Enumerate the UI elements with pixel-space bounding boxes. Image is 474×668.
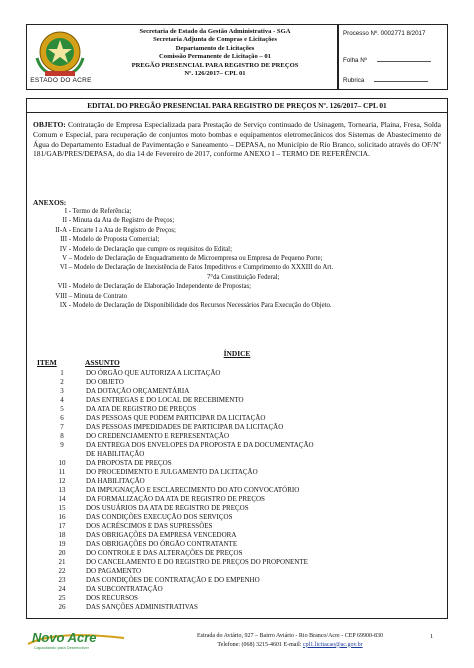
document-title: EDITAL DO PREGÃO PRESENCIAL PARA REGISTRO DE PREÇOS Nº. 126/2017– CPL 01 [26, 98, 448, 113]
novo-acre-logo [26, 628, 126, 655]
indice-item-number: 3 [60, 387, 64, 395]
footer-address [170, 632, 410, 649]
email-link[interactable]: cpl1.licitacao@ac.gov.br [302, 641, 363, 648]
indice-item-number: 7 [60, 423, 64, 431]
anexo-text: 7°da Constituição Federal; [207, 273, 280, 281]
indice-item-subject: DO CREDENCIAMENTO E REPRESENTAÇÃO [86, 432, 230, 440]
indice-item-subject: DAS SANÇÕES ADMINISTRATIVAS [86, 603, 198, 611]
indice-item-number: 2 [60, 378, 64, 386]
header-lines [95, 28, 335, 78]
indice-item-number: 23 [58, 576, 66, 584]
indice-item-subject: DAS OBRIGAÇÕES DA EMPRESA VENCEDORA [86, 531, 237, 539]
anexo-item [39, 255, 322, 263]
anexo-item [39, 208, 131, 216]
indice-item-number: 13 [58, 486, 66, 494]
anexo-number: III [60, 236, 67, 244]
objeto-label: OBJETO: [33, 120, 66, 129]
indice-item-subject: DA HABILITAÇÃO [86, 477, 145, 485]
indice-item-number: 22 [58, 567, 66, 575]
anexo-number: II-A [55, 226, 67, 234]
anexo-text: – Modelo de Declaração de Inexistência de Fatos Impeditivos e Cumprimento do XXXIII do Art. [67, 264, 334, 272]
indice-item-subject: DA IMPUGNAÇÃO E ESCLARECIMENTO DO ATO CONVOCATÓRIO [86, 486, 300, 494]
indice-item-subject: DA ATA DE REGISTRO DE PREÇOS [86, 405, 197, 413]
header-line: Secretaria Adjunta de Compras e Licitações [153, 36, 277, 44]
indice-item-number: 25 [58, 594, 66, 602]
indice-item-number: 15 [58, 504, 66, 512]
indice-item-number: 19 [58, 540, 66, 548]
anexo-text: - Encarte I a Ata de Registro de Preços; [67, 226, 176, 234]
header-line: Departamento de Licitações [175, 44, 255, 52]
indice-item-subject: DO OBJETO [86, 378, 124, 386]
header-line: Comissão Permanente de Licitação – 01 [159, 53, 271, 61]
indice-item-subject: DO CANCELAMENTO E DO REGISTRO DE PREÇOS DO PROPONENTE [86, 558, 308, 566]
indice-item-subject: DAS CONDIÇÕES EXECUÇÃO DOS SERVIÇOS [86, 513, 233, 521]
indice-item-number: 20 [58, 549, 66, 557]
indice-item-number: 24 [58, 585, 66, 593]
indice-item-number: 11 [58, 468, 66, 476]
anexo-item [39, 217, 174, 225]
indice-item-subject: DE HABILITAÇÃO [86, 450, 145, 458]
anexo-item [207, 274, 280, 282]
anexo-number: II [62, 217, 67, 225]
anexo-text: - Modelo de Declaração que cumpre os requisitos do Edital; [67, 245, 232, 253]
indice-item-subject: DO PAGAMENTO [86, 567, 142, 575]
header-line: Nº. 126/2017– CPL 01 [184, 70, 246, 78]
indice-item-number: 9 [60, 441, 64, 449]
indice-item-subject: DO PROCEDIMENTO E JULGAMENTO DA LICITAÇÃO [86, 468, 258, 476]
indice-title: ÍNDICE [223, 349, 251, 358]
content-box [26, 112, 448, 619]
anexo-item [39, 302, 332, 310]
anexo-number: IX [59, 302, 67, 309]
indice-item-number: 5 [60, 405, 64, 413]
col-assunto-header: ASSUNTO [85, 358, 120, 367]
indice-item-subject: DOS USUÁRIOS DA ATA DE REGISTRO DE PREÇOS [86, 504, 249, 512]
header-line: Secretaria de Estado da Gestão Administrativa - SGA [139, 28, 291, 35]
indice-item-subject: DA PROPOSTA DE PREÇOS [86, 459, 172, 467]
contact-line [170, 641, 410, 650]
rubrica-label: Rubrica [343, 77, 365, 84]
indice-item-number: 26 [58, 603, 66, 611]
folha-label: Folha Nº [343, 57, 367, 64]
indice-item-number: 10 [58, 459, 66, 467]
anexo-item [39, 236, 159, 244]
anexo-text: - Modelo de Declaração de Elaboração Independente de Propostas; [67, 283, 252, 291]
indice-item-subject: DOS ACRÉSCIMOS E DAS SUPRESSÕES [86, 522, 213, 530]
state-coat-of-arms-icon [31, 28, 89, 84]
indice-item-subject: DA DOTAÇÃO ORÇAMENTÁRIA [86, 387, 190, 395]
objeto-paragraph [33, 120, 441, 159]
anexo-text: - Minuta da Ata de Registro de Preços; [67, 217, 175, 225]
indice-item-number: 21 [58, 558, 66, 566]
folha-field [343, 55, 431, 64]
address-line: Estrada do Aviário, 927 – Bairro Aviário - Rio Branco/Acre - CEP 69900-830 [196, 633, 384, 639]
indice-item-number: 1 [60, 369, 64, 377]
indice-item-subject: DAS OBRIGAÇÕES DO ÓRGÃO CONTRATANTE [86, 540, 238, 548]
indice-item-number: 6 [60, 414, 64, 422]
indice-item-subject: DAS CONDIÇÕES DE CONTRATAÇÃO E DO EMPENHO [86, 576, 260, 584]
page-number: 1 [430, 633, 434, 640]
anexo-number: VI [59, 264, 67, 272]
indice-item-subject: DA ENTREGA DOS ENVELOPES DA PROPOSTA E DA DOCUMENTAÇÃO [86, 441, 314, 449]
anexo-text: - Modelo de Declaração de Disponibilidade dos Recursos Necessários Para Execução do Objeto. [67, 302, 332, 309]
anexo-number: VIII [55, 292, 67, 300]
rubrica-field [343, 75, 428, 84]
indice-item-number: 14 [58, 495, 66, 503]
logo-subtext: Capacitando para Desenvolver [34, 645, 89, 650]
indice-item-subject: DO ÓRGÃO QUE AUTORIZA A LICITAÇÃO [86, 369, 221, 377]
anexo-number: I [64, 208, 67, 215]
anexo-item [39, 227, 176, 235]
indice-item-subject: DA FORMALIZAÇÃO DA ATA DE REGISTRO DE PREÇOS [86, 495, 265, 503]
anexo-text: – Modelo de Declaração de Enquadramento de Microempresa ou Empresa de Pequeno Porte; [67, 255, 323, 262]
indice-item-subject: DAS PESSOAS QUE PODEM PARTICIPAR DA LICITAÇÃO [86, 414, 266, 422]
logo-text: Novo Acre [32, 630, 97, 645]
anexo-item [39, 293, 127, 301]
logo-caption: ESTADO DO ACRE [30, 77, 92, 84]
anexo-number: IV [59, 245, 67, 253]
anexo-item [39, 264, 333, 272]
indice-item-number: 16 [58, 513, 66, 521]
header-line: PREGÃO PRESENCIAL PARA REGISTRO DE PREÇOS [131, 61, 299, 69]
indice-item-subject: DAS ENTREGAS E DO LOCAL DE RECEBIMENTO [86, 396, 244, 404]
anexos-title: ANEXOS: [33, 198, 67, 207]
indice-item-subject: DO CONTROLE E DAS ALTERAÇÕES DE PREÇOS [86, 549, 243, 557]
indice-item-subject: DOS RECURSOS [86, 594, 138, 602]
anexo-item [39, 283, 251, 291]
anexo-number: VII [57, 283, 67, 291]
header-box [26, 24, 338, 90]
process-box [338, 24, 448, 90]
anexo-text: – Minuta de Contrato [67, 292, 128, 300]
process-number: Processo Nº. 0002771 8/2017 [343, 30, 426, 37]
indice-item-number: 4 [60, 396, 64, 404]
indice-item-number: 12 [58, 477, 66, 485]
anexo-item [39, 246, 232, 254]
indice-item-number: 17 [58, 522, 66, 530]
anexo-number: V [62, 255, 67, 262]
col-item-header: ITEM [37, 358, 57, 367]
indice-item-subject: DA SUBCONTRATAÇÃO [86, 585, 163, 593]
anexo-text: - Termo de Referência; [67, 208, 132, 215]
indice-item-number: 8 [60, 432, 64, 440]
indice-item-number: 18 [58, 531, 66, 539]
indice-item-subject: DAS PESSOAS IMPEDIDADES DE PARTICIPAR DA LICITAÇÃO [86, 423, 284, 431]
anexo-text: - Modelo de Proposta Comercial; [67, 236, 160, 244]
phone-text: Telefone: (068) 3215-4601 E-mail: [217, 641, 303, 648]
objeto-text: Contratação de Empresa Especializada para Prestação de Serviço continuado de Usinagem, Tornearia, Plaina, Fresa, Solda Comum e Especial, para recuperação de conjuntos moto bombas e equipamentos eletromecânicos dos Sistemas de Abastecimento de Água do Departamento Estadual de Pavimentação e Saneamento – DEPASA, no Município de Rio Branco, solicitado através do OF/Nº 181/GAB/PRES/DEPASA, do dia 14 de Fevereiro de 2017, conforme ANEXO I – TERMO DE REFERÊNCIA. [33, 120, 441, 159]
